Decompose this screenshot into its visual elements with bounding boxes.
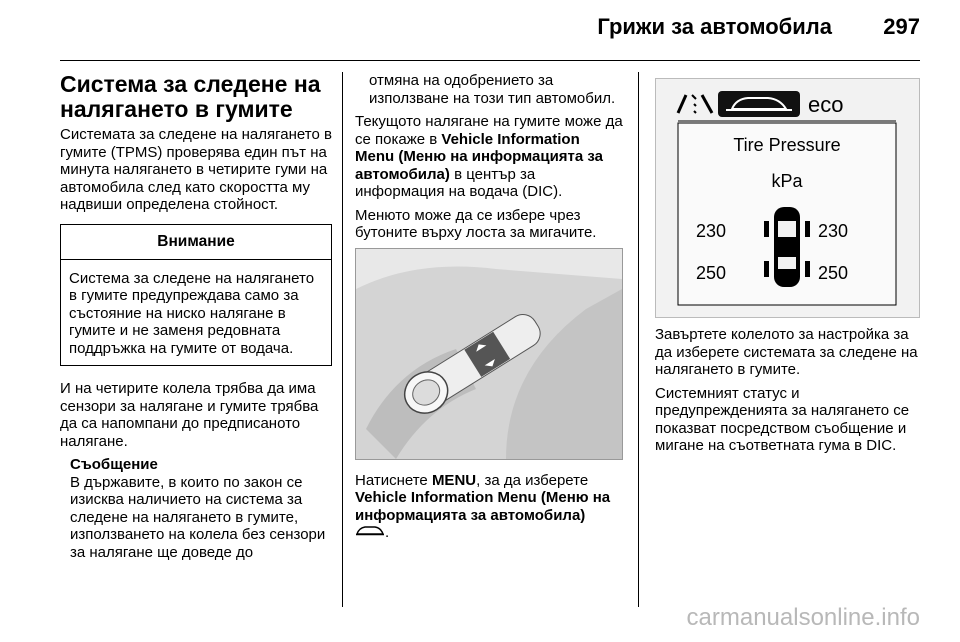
menu-button-name: MENU — [431, 471, 477, 489]
front-right-value: 230 — [818, 221, 849, 241]
column-middle — [355, 72, 623, 548]
caution-title: Внимание — [61, 225, 331, 260]
car-display-icon — [718, 91, 800, 117]
rear-right-value: 250 — [818, 263, 849, 283]
column-divider — [342, 72, 343, 607]
unit-label: kPa — [771, 171, 803, 191]
note-continuation: отмяна на одобрението за използване на този тип автомобил. — [369, 72, 616, 107]
caution-body: Система за следене на налягането в гумите предупреждава само за състояние на ниско налягане в гумите и не заменя редовната поддръжка на гумите от водача. — [69, 269, 315, 357]
tire-pressure-title: Tire Pressure — [733, 135, 841, 155]
menu-instruction — [355, 472, 623, 542]
car-icon — [355, 525, 385, 537]
note-body: В държавите, в които по закон се изисква наличието на система за следене на налягането в гумите, използването на колела без сензори за налягане ще доведе до — [70, 473, 326, 561]
adjust-paragraph: Завъртете колелото за настройка за да изберете системата за следене на налягането в гумите. — [655, 326, 918, 378]
lever-paragraph: Менюто може да се избере чрез бутоните върху лоста за мигачите. — [355, 206, 597, 241]
page-header — [0, 0, 960, 62]
front-left-value: 230 — [696, 221, 727, 241]
menu-name: Vehicle Information Menu (Меню на информацията за автомобила) — [355, 130, 603, 183]
dic-text-b: в център за информация на водача (DIC). — [355, 165, 563, 200]
menu-text-a: Натиснете — [355, 471, 432, 489]
watermark: carmanualsonline.info — [686, 604, 920, 631]
intro-paragraph: Системата за следене на налягането в гумите (TPMS) проверява един път на минута налягането в четирите гуми на автомобила след като скоростта му надвиши определена стойност. — [60, 126, 332, 213]
menu-text-b: , за да изберете — [476, 471, 589, 489]
dic-display-figure — [655, 78, 920, 318]
note-block — [60, 456, 332, 561]
sensor-paragraph: И на четирите колела трябва да има сензори за налягане и гумите трябва да са напомпани до предписаното налягане. — [60, 380, 319, 450]
page-number: 297 — [883, 14, 920, 39]
note-title: Съобщение — [70, 456, 158, 473]
column-right — [655, 72, 920, 461]
rear-left-value: 250 — [696, 263, 727, 283]
section-heading: Система за следене на налягането в гумите — [60, 71, 321, 122]
menu-text-end: . — [385, 524, 390, 541]
vehicle-menu-name: Vehicle Information Menu (Меню на информацията за автомобила) — [355, 489, 611, 524]
column-left — [60, 72, 332, 561]
turn-signal-lever-figure — [355, 248, 623, 460]
status-paragraph: Системният статус и предупрежденията за налягането се показват посредством съобщение и мигане на съответната гума в DIC. — [655, 384, 910, 454]
section-title: Грижи за автомобила — [597, 14, 832, 39]
caution-box — [60, 224, 332, 367]
dic-text-a: Текущото налягане на гумите може да се покаже в — [355, 113, 623, 148]
eco-label: eco — [808, 92, 844, 117]
header-rule — [60, 60, 920, 61]
column-divider-2 — [638, 72, 639, 607]
dic-paragraph — [355, 113, 623, 201]
